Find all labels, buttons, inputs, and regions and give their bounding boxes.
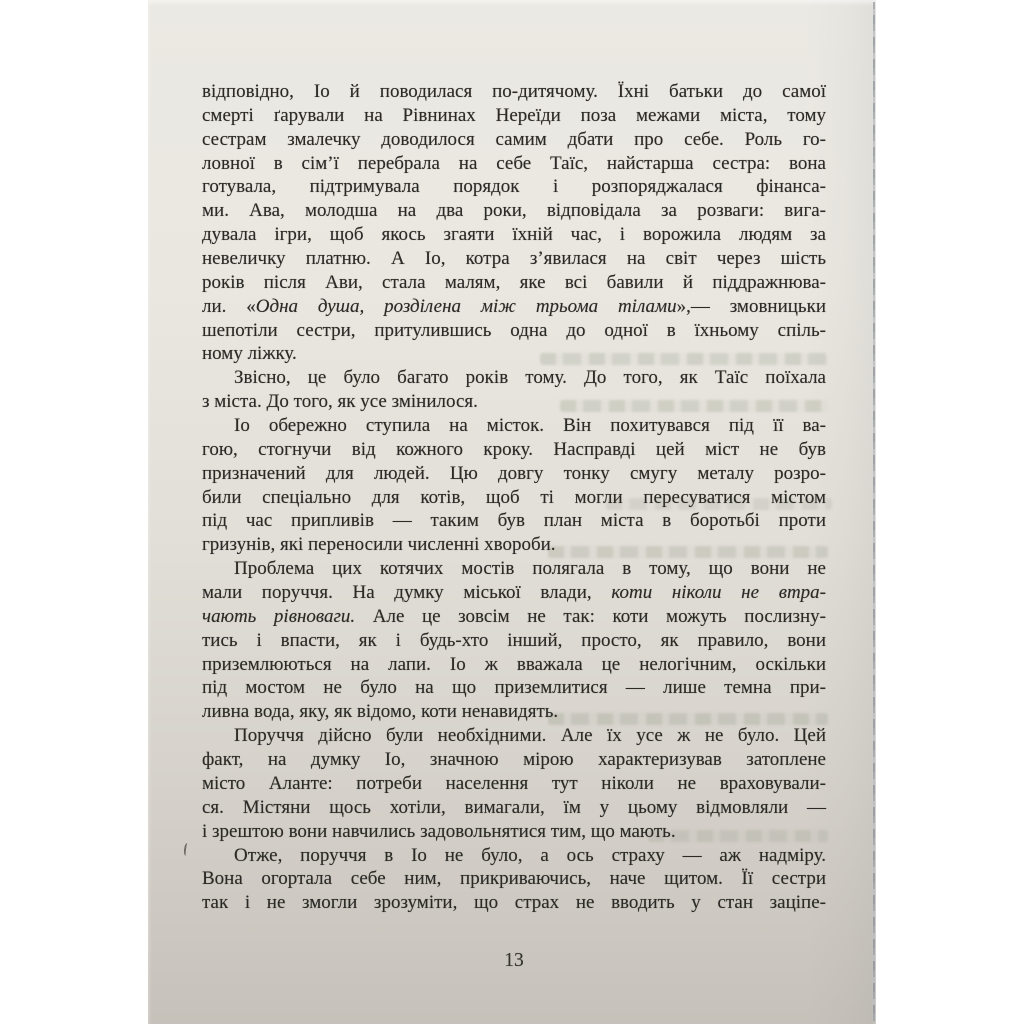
text-line: Іо обережно ступила на місток. Він похитувався під її ва- bbox=[234, 415, 826, 437]
text-line: ли. «Одна душа, розділена між трьома тілами»,— змовницьки bbox=[202, 295, 826, 317]
text-line: ся. Містяни щось хотіли, вимагали, їм у цьому відмовляли — bbox=[202, 796, 826, 818]
text-line: приземлюються на лапи. Іо ж вважала це нелогічним, оскільки bbox=[202, 653, 826, 675]
text-line: Вона огортала себе ним, прикриваючись, наче щитом. Її сестри bbox=[202, 868, 826, 890]
text-line: сестрам змалечку доводилося самим дбати про себе. Роль го- bbox=[202, 128, 826, 150]
text-line: місто Аланте: потреби населення тут ніколи не враховували- bbox=[202, 772, 826, 794]
text-line: призначений для людей. Цю довгу тонку смугу металу розро- bbox=[202, 462, 826, 484]
text-line: били спеціально для котів, щоб ті могли пересуватися містом bbox=[202, 486, 826, 508]
text-line: Поруччя дійсно були необхідними. Але їх усе ж не було. Цей bbox=[234, 725, 826, 747]
text-line: шепотіли сестри, притулившись одна до одної в їхньому спіль- bbox=[202, 319, 826, 341]
text-line: з міста. До того, як усе змінилося. bbox=[202, 391, 478, 413]
text-line: мали поруччя. На думку міської влади, коти ніколи не втра- bbox=[202, 582, 826, 604]
text-line: Звісно, це було багато років тому. До того, як Таїс поїхала bbox=[234, 367, 826, 389]
text-line: готувала, підтримувала порядок і розпоряджалася фінанса- bbox=[202, 176, 826, 198]
text-line: ному ліжку. bbox=[202, 343, 297, 365]
page-edge bbox=[873, 2, 875, 1022]
text-line: відповідно, Іо й поводилася по-дитячому. Їхні батьки до самої bbox=[202, 81, 826, 102]
text-line: ливна вода, яку, як відомо, коти ненавидять. bbox=[202, 701, 559, 723]
text-line: факт, на думку Іо, значною мірою характеризував затоплене bbox=[202, 749, 826, 771]
text-line: під мостом не було на що приземлитися — лише темна при- bbox=[202, 677, 826, 699]
text-line: смерті ґарували на Рівнинах Нереїди поза межами міста, тому bbox=[202, 104, 826, 126]
text-line: гризунів, які переносили численні хвороби. bbox=[202, 534, 556, 556]
page-number: 13 bbox=[504, 950, 524, 971]
pen-mark bbox=[183, 843, 191, 857]
text-line: під час припливів — таким був план міста в боротьбі проти bbox=[202, 510, 826, 532]
page-text bbox=[202, 80, 826, 915]
text-line: ловної в сім’ї перебрала на себе Таїс, найстарша сестра: вона bbox=[202, 152, 826, 174]
text-line: Проблема цих котячих мостів полягала в тому, що вони не bbox=[234, 558, 826, 580]
text-line: Отже, поруччя в Іо не було, а ось страху — аж надміру. bbox=[234, 844, 826, 866]
text-line: і зрештою вони навчились задовольнятися тим, що мають. bbox=[202, 820, 676, 842]
text-line: невеличку платню. А Іо, котра з’явилася на світ через шість bbox=[202, 248, 826, 270]
text-line: ми. Ава, молодша на два роки, відповідала за розваги: вига- bbox=[202, 200, 826, 222]
book-page-photo bbox=[148, 0, 876, 1024]
text-line: чають рівноваги. Але це зовсім не так: коти можуть послизну- bbox=[202, 605, 826, 627]
text-line: гою, стогнучи від кожного кроку. Насправді цей міст не був bbox=[202, 438, 826, 460]
text-line: дувала ігри, щоб якось згаяти їхній час, і ворожила людям за bbox=[202, 224, 826, 246]
text-line: років після Ави, стала малям, яке всі бавили й піддражнюва- bbox=[202, 271, 826, 293]
text-line: так і не змогли зрозуміти, що страх не вводить у стан заціпе- bbox=[202, 892, 826, 914]
text-line: тись і впасти, як і будь-хто інший, просто, як правило, вони bbox=[202, 629, 826, 651]
